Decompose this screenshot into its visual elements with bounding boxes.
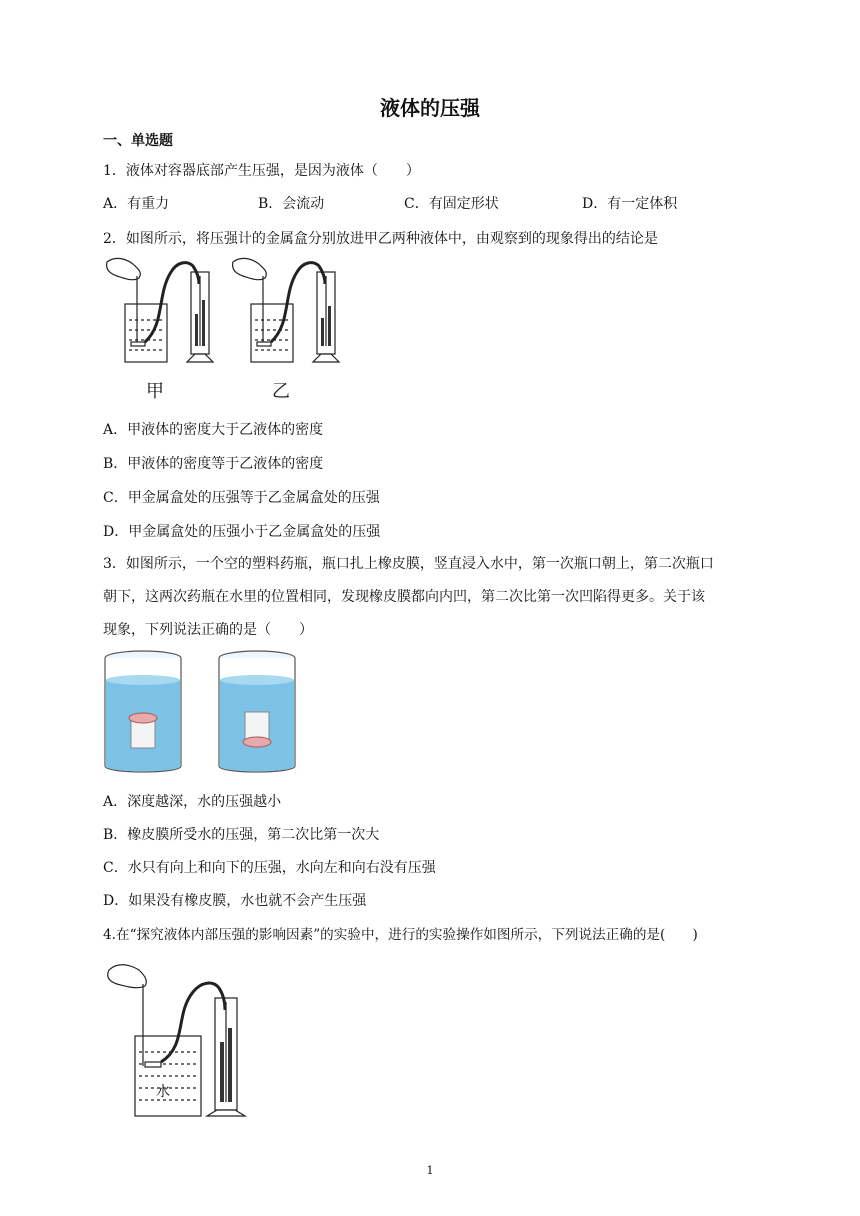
q1-stem: 1．液体对容器底部产生压强，是因为液体（ ） <box>103 163 420 179</box>
fig-label-yi: 乙 <box>272 381 290 402</box>
q3-stem-line-2: 朝下，这两次药瓶在水里的位置相同，发现橡皮膜都向内凹，第二次比第一次凹陷得更多。关于该 <box>103 589 705 605</box>
q2-option-c: C．甲金属盒处的压强等于乙金属盒处的压强 <box>103 490 380 506</box>
q2-option-b: B．甲液体的密度等于乙液体的密度 <box>103 456 324 472</box>
q3-option-b: B．橡皮膜所受水的压强，第二次比第一次大 <box>103 827 380 843</box>
q4-stem: 4.在“探究液体内部压强的影响因素”的实验中，进行的实验操作如图所示，下列说法正确的是( ) <box>103 927 698 943</box>
q3-stem-line-3: 现象，下列说法正确的是（ ） <box>103 622 313 638</box>
pressure-gauge-yi <box>233 258 339 362</box>
page-title: 液体的压强 <box>380 96 480 120</box>
q1-option-a: A．有重力 <box>103 196 170 212</box>
fig-label-jia: 甲 <box>146 381 164 402</box>
q2-figure <box>103 254 363 402</box>
q4-figure <box>103 958 253 1118</box>
page-number: 1 <box>426 1164 434 1177</box>
q1-option-d: D．有一定体积 <box>582 196 678 212</box>
q3-option-a: A．深度越深，水的压强越小 <box>103 794 282 810</box>
q3-option-d: D．如果没有橡皮膜，水也就不会产生压强 <box>103 893 367 909</box>
q3-option-c: C．水只有向上和向下的压强，水向左和向右没有压强 <box>103 860 436 876</box>
section-heading: 一、单选题 <box>103 133 173 149</box>
pressure-gauge-jia <box>107 258 213 362</box>
q1-option-b: B．会流动 <box>258 196 325 212</box>
q1-option-c: C．有固定形状 <box>404 196 499 212</box>
q2-stem: 2．如图所示，将压强计的金属盒分别放进甲乙两种液体中，由观察到的现象得出的结论是 <box>103 231 658 247</box>
q2-option-a: A．甲液体的密度大于乙液体的密度 <box>103 422 324 438</box>
beaker-bottle-up <box>105 651 181 772</box>
fig-label-water: 水 <box>156 1084 170 1100</box>
beaker-bottle-down <box>219 651 295 772</box>
q3-figure <box>103 648 303 778</box>
q3-stem-line-1: 3．如图所示，一个空的塑料药瓶，瓶口扎上橡皮膜，竖直浸入水中，第一次瓶口朝上，第二次瓶口 <box>103 556 714 572</box>
q2-option-d: D．甲金属盒处的压强小于乙金属盒处的压强 <box>103 524 381 540</box>
